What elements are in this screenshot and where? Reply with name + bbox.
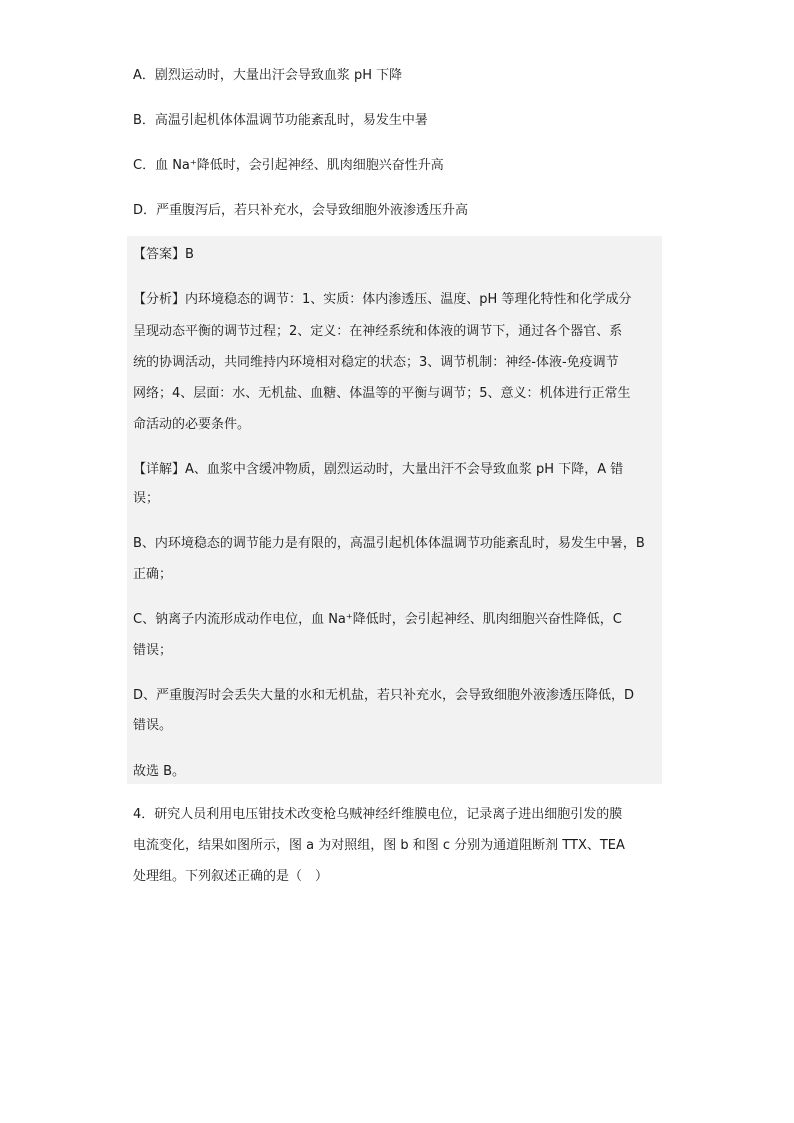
analysis-line-3: 统的协调活动，共同维持内环境相对稳定的状态；3、调节机制：神经-体液-免疫调节 <box>133 355 619 370</box>
question4-line-3: 处理组。下列叙述正确的是（ ） <box>133 869 329 884</box>
detail-d-line-2: 错误。 <box>133 718 173 733</box>
analysis-line-4: 网络；4、层面：水、无机盐、血糖、体温等的平衡与调节；5、意义：机体进行正常生 <box>133 386 631 401</box>
answer-value: B <box>185 247 194 262</box>
option-d: D．严重腹泻后，若只补充水，会导致细胞外液渗透压升高 <box>133 203 469 218</box>
detail-b-line-2: 正确； <box>133 567 173 582</box>
detail-label: 【详解】 <box>133 462 186 477</box>
option-c: C．血 Na⁺降低时，会引起神经、肌肉细胞兴奋性升高 <box>133 158 444 173</box>
detail-a-line-1: 【详解】A、血浆中含缓冲物质，剧烈运动时，大量出汗不会导致血浆 pH 下降，A 错 <box>133 462 624 477</box>
analysis-line-1: 【分析】内环境稳态的调节：1、实质：体内渗透压、温度、pH 等理化特性和化学成分 <box>133 292 632 307</box>
conclusion: 故选 B。 <box>133 764 186 779</box>
question4-line-2: 电流变化，结果如图所示，图 a 为对照组，图 b 和图 c 分别为通道阻断剂 TTX、TEA <box>133 838 625 853</box>
option-b: B．高温引起机体体温调节功能紊乱时，易发生中暑 <box>133 113 428 128</box>
detail-c-line-1: C、钠离子内流形成动作电位，血 Na⁺降低时，会引起神经、肌肉细胞兴奋性降低，C <box>133 612 622 627</box>
option-a: A．剧烈运动时，大量出汗会导致血浆 pH 下降 <box>133 68 403 83</box>
detail-d-line-1: D、严重腹泻时会丢失大量的水和无机盐，若只补充水，会导致细胞外液渗透压降低，D <box>133 688 635 703</box>
answer-label: 【答案】 <box>133 247 186 262</box>
answer-line <box>133 246 194 264</box>
analysis-line-5: 命活动的必要条件。 <box>133 417 251 432</box>
detail-c-line-2: 错误； <box>133 643 173 658</box>
detail-b-line-1: B、内环境稳态的调节能力是有限的，高温引起机体体温调节功能紊乱时，易发生中暑，B <box>133 536 645 551</box>
analysis-label: 【分析】 <box>133 292 186 307</box>
analysis-line-2: 呈现动态平衡的调节过程；2、定义：在神经系统和体液的调节下，通过各个器官、系 <box>133 324 623 339</box>
question4-line-1: 4．研究人员利用电压钳技术改变枪乌贼神经纤维膜电位，记录离子进出细胞引发的膜 <box>133 807 623 822</box>
detail-a-line-2: 误； <box>133 491 160 506</box>
